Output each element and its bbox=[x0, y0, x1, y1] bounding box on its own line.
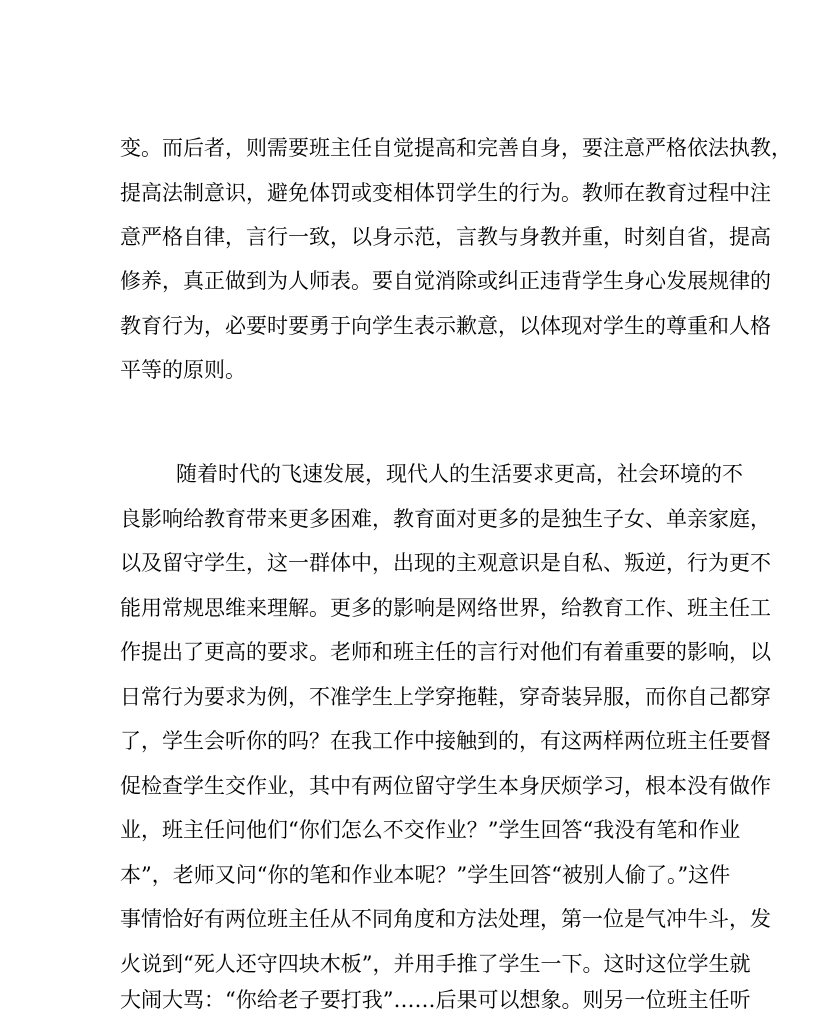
paragraph-line: 大闹大骂：“你给老子要打我”……后果可以想象。则另一位班主任听 bbox=[120, 988, 751, 1012]
paragraph-line: 作提出了更高的要求。老师和班主任的言行对他们有着重要的影响，以 bbox=[120, 640, 771, 664]
paragraph-line: 了，学生会听你的吗？在我工作中接触到的，有这两样两位班主任要督 bbox=[120, 729, 771, 753]
paragraph-line: 提高法制意识，避免体罚或变相体罚学生的行为。教师在教育过程中注 bbox=[120, 181, 771, 205]
paragraph-line: 良影响给教育带来更多困难，教育面对更多的是独生子女、单亲家庭， bbox=[120, 507, 771, 531]
paragraph-line: 业，班主任问他们“你们怎么不交作业？”学生回答“我没有笔和作业 bbox=[120, 818, 741, 842]
paragraph-line: 火说到“死人还守四块木板”，并用手推了学生一下。这时这位学生就 bbox=[120, 952, 751, 976]
paragraph-line: 平等的原则。 bbox=[120, 358, 246, 382]
paragraph-line: 事情恰好有两位班主任从不同角度和方法处理，第一位是气冲牛斗，发 bbox=[120, 907, 771, 931]
paragraph-line: 能用常规思维来理解。更多的影响是网络世界，给教育工作、班主任工 bbox=[120, 596, 771, 620]
paragraph-line: 修养，真正做到为人师表。要自觉消除或纠正违背学生身心发展规律的 bbox=[120, 269, 771, 293]
paragraph-line: 以及留守学生，这一群体中，出现的主观意识是自私、叛逆，行为更不 bbox=[120, 551, 771, 575]
paragraph-line: 随着时代的飞速发展，现代人的生活要求更高，社会环境的不 bbox=[176, 462, 743, 486]
paragraph-line: 促检查学生交作业，其中有两位留守学生本身厌烦学习，根本没有做作 bbox=[120, 774, 771, 798]
paragraph-line: 日常行为要求为例，不准学生上学穿拖鞋，穿奇装异服，而你自己都穿 bbox=[120, 685, 771, 709]
paragraph-line: 变。而后者，则需要班主任自觉提高和完善自身，要注意严格依法执教， bbox=[120, 136, 792, 160]
paragraph-line: 本”，老师又问“你的笔和作业本呢？”学生回答“被别人偷了。”这件 bbox=[120, 863, 731, 887]
paragraph-line: 意严格自律，言行一致，以身示范，言教与身教并重，时刻自省，提高 bbox=[120, 225, 771, 249]
paragraph-line: 教育行为，必要时要勇于向学生表示歉意，以体现对学生的尊重和人格 bbox=[120, 314, 771, 338]
